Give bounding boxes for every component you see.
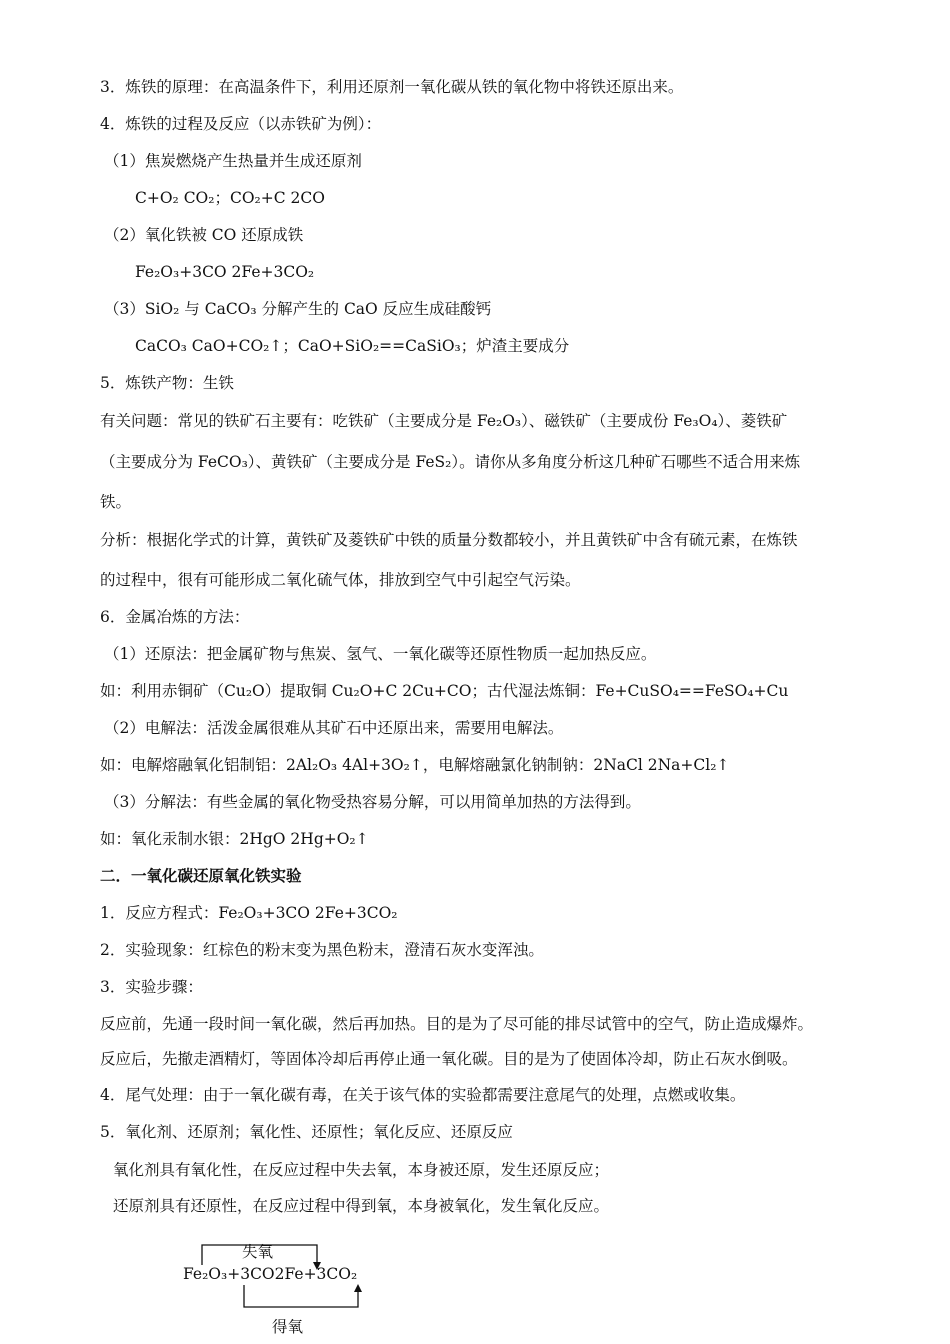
- section-heading: 二．一氧化碳还原氧化铁实验: [100, 866, 302, 885]
- line-24: 2．实验现象：红棕色的粉末变为黑色粉末，澄清石灰水变浑浊。: [100, 941, 544, 959]
- line-10: 有关问题：常见的铁矿石主要有：吃铁矿（主要成分是 Fe₂O₃）、磁铁矿（主要成份 Fe₃O₄）、菱铁矿: [100, 412, 788, 430]
- line-28: 4．尾气处理：由于一氧化碳有毒，在关于该气体的实验都需要注意尾气的处理，点燃或收集。: [100, 1086, 746, 1104]
- line-27: 反应后，先撤走酒精灯，等固体冷却后再停止通一氧化碳。目的是为了使固体冷却，防止石灰水倒吸。: [100, 1050, 798, 1068]
- redox-diagram: [180, 1235, 380, 1335]
- gain-oxygen-label: 得氧: [272, 1318, 304, 1336]
- line-3: （1）焦炭燃烧产生热量并生成还原剂: [104, 152, 362, 170]
- line-18: （2）电解法：活泼金属很难从其矿石中还原出来，需要用电解法。: [104, 719, 564, 737]
- line-19: 如：电解熔融氧化铝制铝：2Al₂O₃ 4Al+3O₂↑，电解熔融氯化钠制钠：2NaCl 2Na+Cl₂↑: [100, 756, 730, 774]
- line-21: 如：氧化汞制水银：2HgO 2Hg+O₂↑: [100, 830, 369, 848]
- line-20: （3）分解法：有些金属的氧化物受热容易分解，可以用简单加热的方法得到。: [104, 793, 641, 811]
- line-13: 分析：根据化学式的计算，黄铁矿及菱铁矿中铁的质量分数都较小，并且黄铁矿中含有硫元素，在炼铁: [100, 531, 798, 549]
- line-15: 6．金属冶炼的方法：: [100, 608, 250, 626]
- line-31: 还原剂具有还原性，在反应过程中得到氧，本身被氧化，发生氧化反应。: [113, 1197, 610, 1215]
- line-29: 5．氧化剂、还原剂；氧化性、还原性；氧化反应、还原反应: [100, 1123, 513, 1141]
- equation-coke: C+O₂ CO₂；CO₂+C 2CO: [135, 189, 325, 207]
- line-5: （2）氧化铁被 CO 还原成铁: [104, 226, 304, 244]
- line-7: （3）SiO₂ 与 CaCO₃ 分解产生的 CaO 反应生成硅酸钙: [104, 300, 492, 318]
- line-17: 如：利用赤铜矿（Cu₂O）提取铜 Cu₂O+C 2Cu+CO；古代湿法炼铜：Fe+CuSO₄==FeSO₄+Cu: [100, 682, 789, 700]
- gain-oxygen-arrowhead: [354, 1284, 362, 1292]
- line-16: （1）还原法：把金属矿物与焦炭、氢气、一氧化碳等还原性物质一起加热反应。: [104, 645, 657, 663]
- line-23: 1．反应方程式：Fe₂O₃+3CO 2Fe+3CO₂: [100, 904, 398, 922]
- line-9: 5．炼铁产物：生铁: [100, 374, 234, 392]
- line-11: （主要成分为 FeCO₃）、黄铁矿（主要成分是 FeS₂）。请你从多角度分析这几种矿石哪些不适合用来炼: [100, 453, 801, 471]
- line-26: 反应前，先通一段时间一氧化碳，然后再加热。目的是为了尽可能的排尽试管中的空气，防止造成爆炸。: [100, 1015, 814, 1033]
- line-1: 3．炼铁的原理：在高温条件下，利用还原剂一氧化碳从铁的氧化物中将铁还原出来。: [100, 78, 684, 96]
- line-2: 4．炼铁的过程及反应（以赤铁矿为例）：: [100, 115, 382, 133]
- equation-slag: CaCO₃ CaO+CO₂↑；CaO+SiO₂==CaSiO₃；炉渣主要成分: [135, 337, 570, 355]
- gain-oxygen-arrow: [244, 1285, 358, 1307]
- line-25: 3．实验步骤：: [100, 978, 203, 996]
- loss-oxygen-label: 失氧: [242, 1243, 274, 1261]
- line-12: 铁。: [100, 493, 132, 511]
- equation-iron-oxide: Fe₂O₃+3CO 2Fe+3CO₂: [135, 263, 315, 281]
- diagram-equation: Fe₂O₃+3CO2Fe+3CO₂: [183, 1265, 358, 1283]
- line-14: 的过程中，很有可能形成二氧化硫气体，排放到空气中引起空气污染。: [100, 571, 581, 589]
- line-30: 氧化剂具有氧化性，在反应过程中失去氧，本身被还原，发生还原反应；: [113, 1161, 610, 1179]
